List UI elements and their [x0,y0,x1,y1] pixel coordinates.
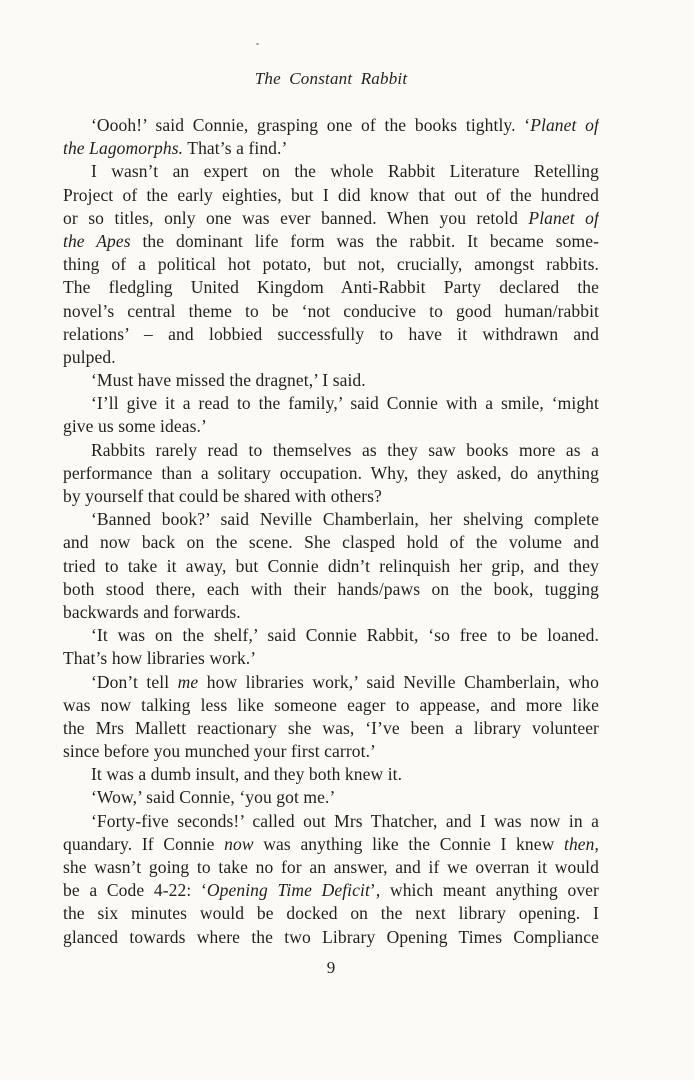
text-line [63,555,599,578]
text-segment: ‘Wow,’ said Connie, ‘you got me.’ [91,787,336,808]
text-line [63,856,599,879]
paragraph [63,160,599,369]
text-block [63,114,599,949]
italic-text: the Apes [63,230,131,251]
text-segment: was now talking less like someone eager to appease, and more like [63,694,599,715]
italic-text: Planet of [530,115,599,135]
text-line [63,439,599,462]
italic-text: now [224,833,254,854]
text-line [63,717,599,740]
print-speck [256,43,259,45]
text-segment: she wasn’t going to take no for an answer, and if we overran it would [63,857,599,877]
text-line [63,624,599,647]
italic-text: Opening Time Deficit [206,880,370,901]
text-segment: was anything like the Connie I knew [253,833,564,854]
text-line [63,531,599,554]
italic-text: Planet of [528,207,599,228]
paragraph [63,439,599,509]
text-segment: the Mrs Mallett reactionary she was, ‘I’ve been a library volunteer [63,717,599,738]
text-segment: ‘Oooh!’ said Connie, grasping one of the books tightly. ‘ [91,115,531,135]
text-line [63,786,599,809]
paragraph [63,763,599,786]
text-segment: since before you munched your first carrot.’ [63,741,376,762]
text-segment: and now back on the scene. She clasped hold of the volume and [63,532,599,553]
italic-text: then [564,833,595,854]
text-line [63,763,599,786]
text-line [63,902,599,925]
text-line [63,369,599,392]
text-line [63,137,599,160]
text-segment: The fledgling United Kingdom Anti-Rabbit Party declared the [63,277,599,298]
text-line [63,810,599,833]
page-number: 9 [326,958,336,977]
text-segment: It was a dumb insult, and they both knew it. [91,764,403,785]
text-segment: ‘Banned book?’ said Neville Chamberlain, her shelving complete [91,509,599,530]
running-header: The Constant Rabbit [254,69,408,88]
text-segment: the dominant life form was the rabbit. It became some- [130,230,599,251]
text-segment: be a Code 4-22: ‘ [63,880,207,901]
text-line [63,578,599,601]
text-line [63,207,599,230]
text-segment: pulped. [63,346,116,367]
text-line [63,740,599,763]
text-line [63,879,599,902]
text-segment: quandary. If Connie [63,833,225,854]
paragraph [63,786,599,809]
paragraph [63,624,599,670]
text-line [63,300,599,323]
text-segment: That’s a find.’ [183,138,288,159]
text-segment: how libraries work,’ said Neville Chamberlain, who [198,671,599,692]
text-line [63,114,599,137]
text-line [63,184,599,207]
text-segment: the six minutes would be docked on the next library opening. I [63,903,599,924]
text-line [63,833,599,856]
paragraph [63,810,599,949]
text-segment: backwards and forwards. [63,601,241,622]
text-segment: or so titles, only one was ever banned. When you retold [63,207,529,228]
text-segment: ’, which meant anything over [369,880,599,901]
paragraph [63,392,599,438]
text-line [63,392,599,415]
text-segment: I wasn’t an expert on the whole Rabbit Literature Retelling [91,161,599,182]
text-segment: Project of the early eighties, but I did know that out of the hundred [63,184,599,205]
paragraph [63,508,599,624]
text-line [63,323,599,346]
text-line [63,253,599,276]
text-segment: give us some ideas.’ [63,416,207,437]
text-segment: both stood there, each with their hands/paws on the book, tugging [63,578,599,599]
text-line [63,694,599,717]
text-segment: glanced towards where the two Library Opening Times Compliance [63,926,599,947]
text-line [63,485,599,508]
text-line [63,276,599,299]
text-segment: , [594,833,599,854]
text-segment: ‘It was on the shelf,’ said Connie Rabbit, ‘so free to be loaned. [91,625,599,646]
text-line [63,926,599,949]
text-segment: performance than a solitary occupation. Why, they asked, do anything [63,462,599,483]
text-line [63,462,599,485]
text-segment: relations’ – and lobbied successfully to have it withdrawn and [63,323,599,344]
text-line [63,647,599,670]
text-line [63,415,599,438]
paragraph [63,369,599,392]
italic-text: the Lagomorphs. [63,138,184,159]
text-line [63,601,599,624]
text-segment: by yourself that could be shared with others? [63,486,382,506]
text-segment: ‘Don’t tell [91,671,178,692]
text-line [63,671,599,694]
text-segment: thing of a political hot potato, but not, crucially, amongst rabbits. [63,254,599,275]
text-segment: Rabbits rarely read to themselves as they saw books more as a [91,439,599,460]
text-segment: ‘Must have missed the dragnet,’ I said. [91,370,366,391]
text-segment: ‘I’ll give it a read to the family,’ said Connie with a smile, ‘might [91,393,599,414]
text-line [63,508,599,531]
text-segment: tried to take it away, but Connie didn’t relinquish her grip, and they [63,555,599,576]
text-segment: That’s how libraries work.’ [63,648,257,669]
text-line [63,160,599,183]
text-segment: novel’s central theme to be ‘not conducive to good human/rabbit [63,300,599,321]
text-line [63,346,599,369]
italic-text: me [177,671,199,692]
text-line [63,230,599,253]
paragraph [63,114,599,160]
paragraph [63,671,599,764]
text-segment: ‘Forty-five seconds!’ called out Mrs Thatcher, and I was now in a [91,810,599,831]
